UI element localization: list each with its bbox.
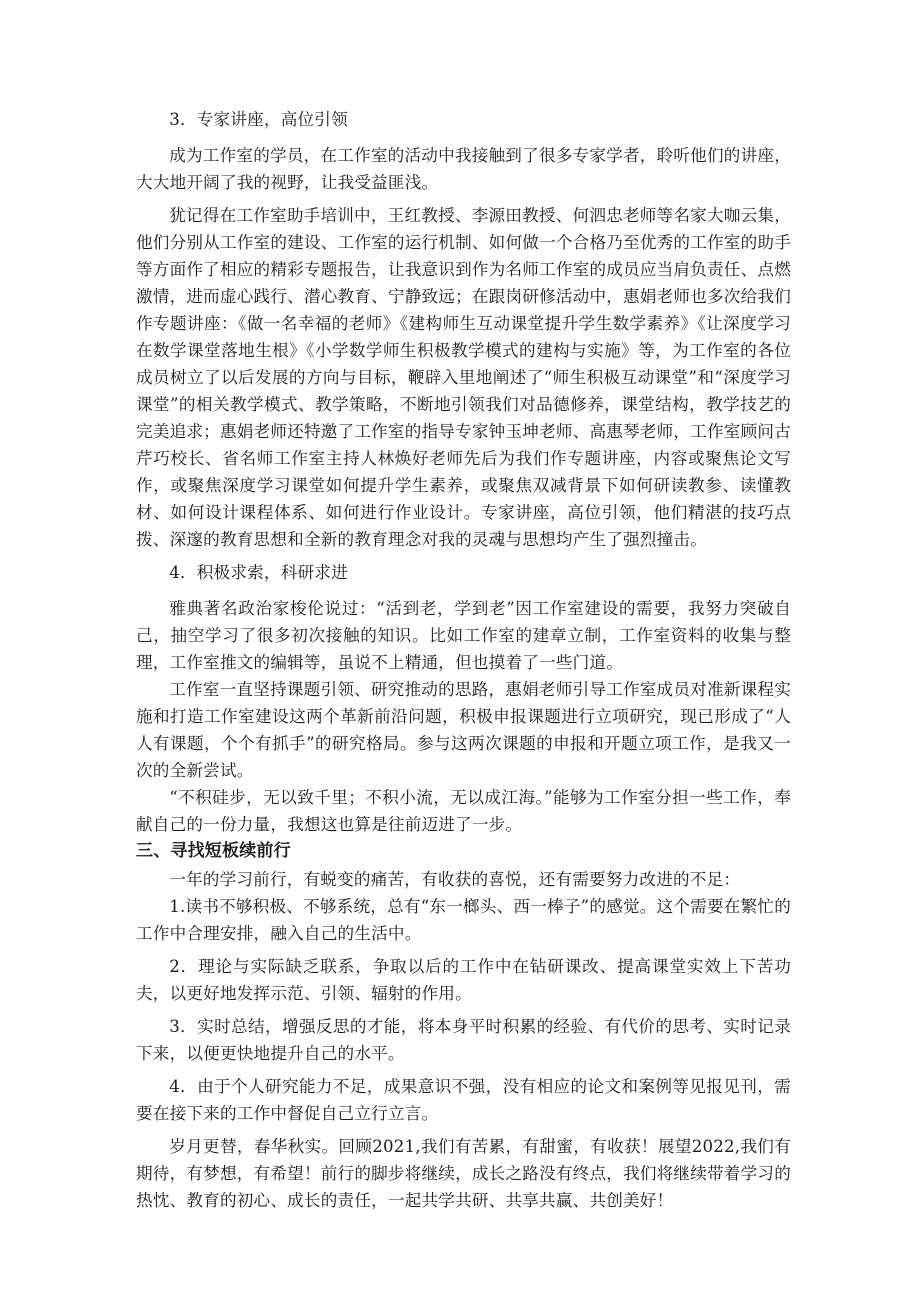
section-heading-shortcomings: 三、寻找短板续前行: [136, 841, 291, 861]
paragraph: 工作室一直坚持课题引领、研究推动的思路，惠娟老师引导工作室成员对准新课程实施和打造工作室建设这两个革新前沿问题，积极申报课题进行立项研究，现已形成了“人人有课题，个个有抓手”的研究格局。参与这两次课题的申报和开题立项工作，是我又一次的全新尝试。: [136, 680, 791, 780]
document-page: [136, 106, 791, 1214]
list-item: 4．由于个人研究能力不足，成果意识不强，没有相应的论文和案例等见报见刊，需要在接下来的工作中督促自己立行立言。: [136, 1077, 791, 1123]
paragraph: 雅典著名政治家梭伦说过：“活到老，学到老”因工作室建设的需要，我努力突破自己，抽空学习了很多初次接触的知识。比如工作室的建章立制，工作室资料的收集与整理，工作室推文的编辑等，虽说不上精通，但也摸着了一些门道。: [136, 599, 791, 672]
closing-paragraph: 岁月更替，春华秋实。回顾2021,我们有苦累，有甜蜜，有收获！展望2022,我们有期待，有梦想，有希望！前行的脚步将继续，成长之路没有终点，我们将继续带着学习的热忱、教育的初心、成长的责任，一起共学共研、共享共赢、共创美好！: [136, 1137, 791, 1210]
paragraph: “不积硅步，无以致千里；不积小流，无以成江海。”能够为工作室分担一些工作，奉献自己的一份力量，我想这也算是往前迈进了一步。: [136, 788, 791, 834]
paragraph: 一年的学习前行，有蜕变的痛苦，有收获的喜悦，还有需要努力改进的不足：: [169, 870, 741, 889]
list-item: 3．实时总结，增强反思的才能，将本身平时积累的经验、有代价的思考、实时记录下来，以便更快地提升自己的水平。: [136, 1017, 791, 1063]
paragraph: 成为工作室的学员，在工作室的活动中我接触到了很多专家学者，聆听他们的讲座，大大地开阔了我的视野，让我受益匪浅。: [136, 146, 791, 192]
subheading-research: 4．积极求索，科研求进: [169, 563, 348, 582]
paragraph: 犹记得在工作室助手培训中，王红教授、李源田教授、何泗忠老师等名家大咖云集，他们分别从工作室的建设、工作室的运行机制、如何做一个合格乃至优秀的工作室的助手等方面作了相应的精彩专题报告，让我意识到作为名师工作室的成员应当肩负责任、点燃激情，进而虚心践行、潜心教育、宁静致远；在跟岗研修活动中，惠娟老师也多次给我们作专题讲座：《做一名幸福的老师》《建构师生互动课堂提升学生数学素养》《让深度学习在数学课堂落地生根》《小学数学师生积极教学模式的建构与实施》等，为工作室的各位成员树立了以后发展的方向与目标，鞭辟入里地阐述了“师生积极互动课堂”和“深度学习课堂”的相关教学模式、教学策略，不断地引领我们对品德修养，课堂结构，教学技艺的完美追求；惠娟老师还特邀了工作室的指导专家钟玉坤老师、高惠琴老师，工作室顾问古芹巧校长、省名师工作室主持人林焕好老师先后为我们作专题讲座，内容或聚焦论文写作，或聚焦深度学习课堂如何提升学生素养，或聚焦双减背景下如何研读教参、读懂教材、如何设计课程体系、如何进行作业设计。专家讲座，高位引领，他们精湛的技巧点拨、深邃的教育思想和全新的教育理念对我的灵魂与思想均产生了强烈撞击。: [136, 206, 791, 549]
list-item: 1.读书不够积极、不够系统，总有“东一榔头、西一棒子”的感觉。这个需要在繁忙的工作中合理安排，融入自己的生活中。: [136, 897, 791, 943]
subheading-expert-lectures: 3．专家讲座，高位引领: [169, 110, 348, 129]
list-item: 2．理论与实际缺乏联系，争取以后的工作中在钻研课改、提高课堂实效上下苦功夫，以更好地发挥示范、引领、辐射的作用。: [136, 957, 791, 1003]
